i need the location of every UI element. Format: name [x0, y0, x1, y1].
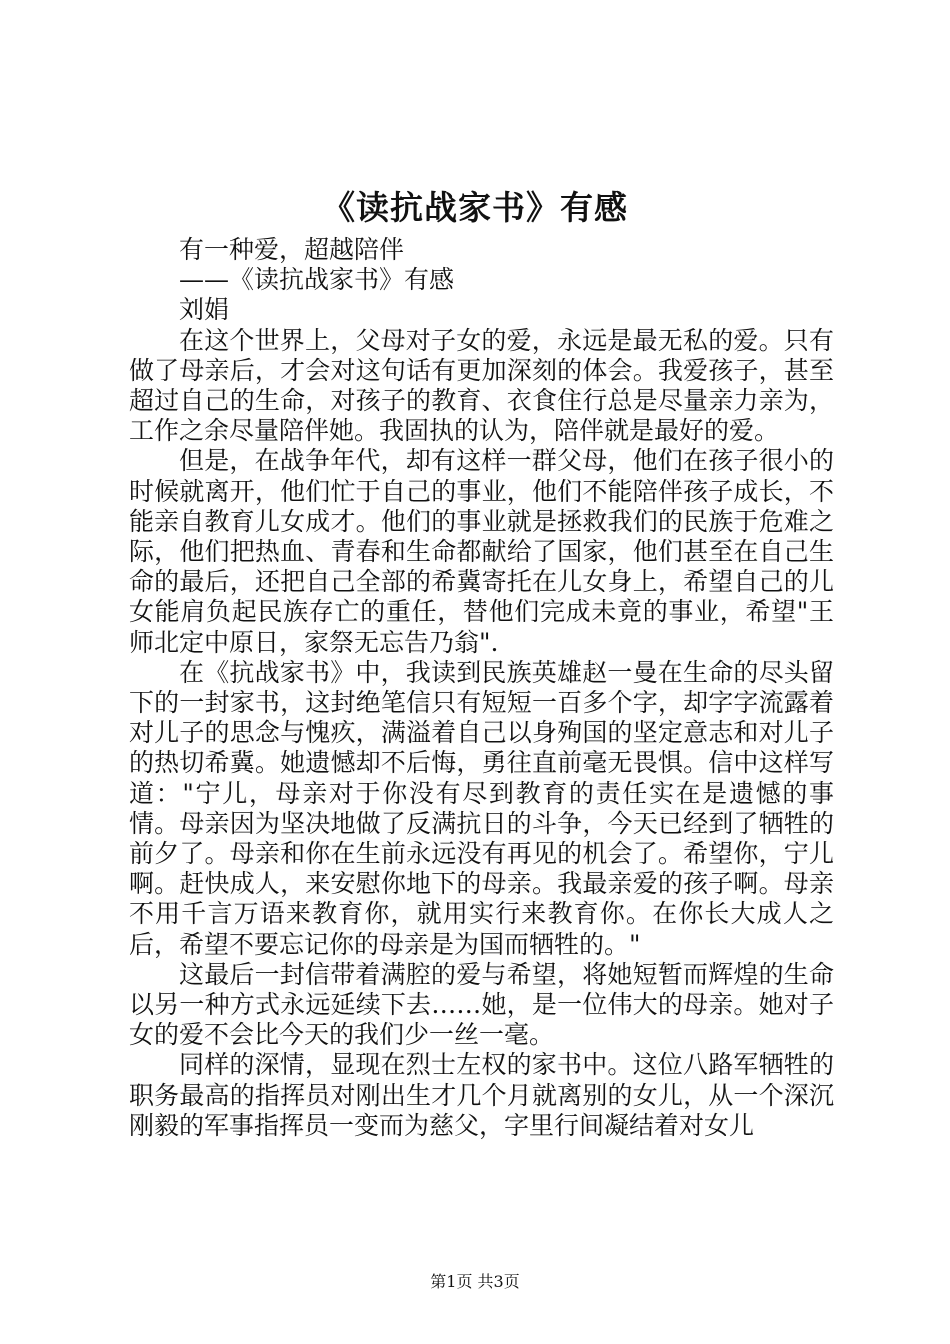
paragraph: 同样的深情，显现在烈士左权的家书中。这位八路军牺牲的职务最高的指挥员对刚出生才几个月就离别的女儿，从一个深沉刚毅的军事指挥员一变而为慈父，字里行间凝结着对女儿: [129, 1050, 834, 1140]
subtitle-line: ——《读抗战家书》有感: [179, 265, 455, 295]
subtitle-line: 有一种爱，超越陪伴: [179, 235, 405, 264]
paragraph: 在这个世界上，父母对子女的爱，永远是最无私的爱。只有做了母亲后，才会对这句话有更加深刻的体会。我爱孩子，甚至超过自己的生命，对孩子的教育、衣食住行总是尽量亲力亲为，工作之余尽量陪伴她。我固执的认为，陪伴就是最好的爱。: [129, 325, 834, 446]
article-body: [129, 235, 834, 1141]
paragraph: 这最后一封信带着满腔的爱与希望，将她短暂而辉煌的生命以另一种方式永远延续下去……她，是一位伟大的母亲。她对子女的爱不会比今天的我们少一丝一毫。: [129, 959, 834, 1050]
paragraph: 但是，在战争年代，却有这样一群父母，他们在孩子很小的时候就离开，他们忙于自己的事业，他们不能陪伴孩子成长，不能亲自教育儿女成才。他们的事业就是拯救我们的民族于危难之际，他们把热血、青春和生命都献给了国家，他们甚至在自己生命的最后，还把自己全部的希冀寄托在儿女身上，希望自己的儿女能肩负起民族存亡的重任，替他们完成未竟的事业，希望"王师北定中原日，家祭无忘告乃翁".: [129, 446, 834, 657]
author-name: 刘娟: [179, 295, 230, 325]
page-footer: 第1页 共3页: [430, 1272, 520, 1291]
paragraph: 在《抗战家书》中，我读到民族英雄赵一曼在生命的尽头留下的一封家书，这封绝笔信只有短短一百多个字，却字字流露着对儿子的思念与愧疚，满溢着自己以身殉国的坚定意志和对儿子的热切希冀。她遗憾却不后悔，勇往直前毫无畏惧。信中这样写道："宁儿，母亲对于你没有尽到教育的责任实在是遗憾的事情。母亲因为坚决地做了反满抗日的斗争，今天已经到了牺牲的前夕了。母亲和你在生前永远没有再见的机会了。希望你，宁儿啊。赶快成人，来安慰你地下的母亲。我最亲爱的孩子啊。母亲不用千言万语来教育你，就用实行来教育你。在你长大成人之后，希望不要忘记你的母亲是为国而牺牲的。": [129, 657, 834, 959]
page-title: 《读抗战家书》有感: [322, 188, 628, 227]
